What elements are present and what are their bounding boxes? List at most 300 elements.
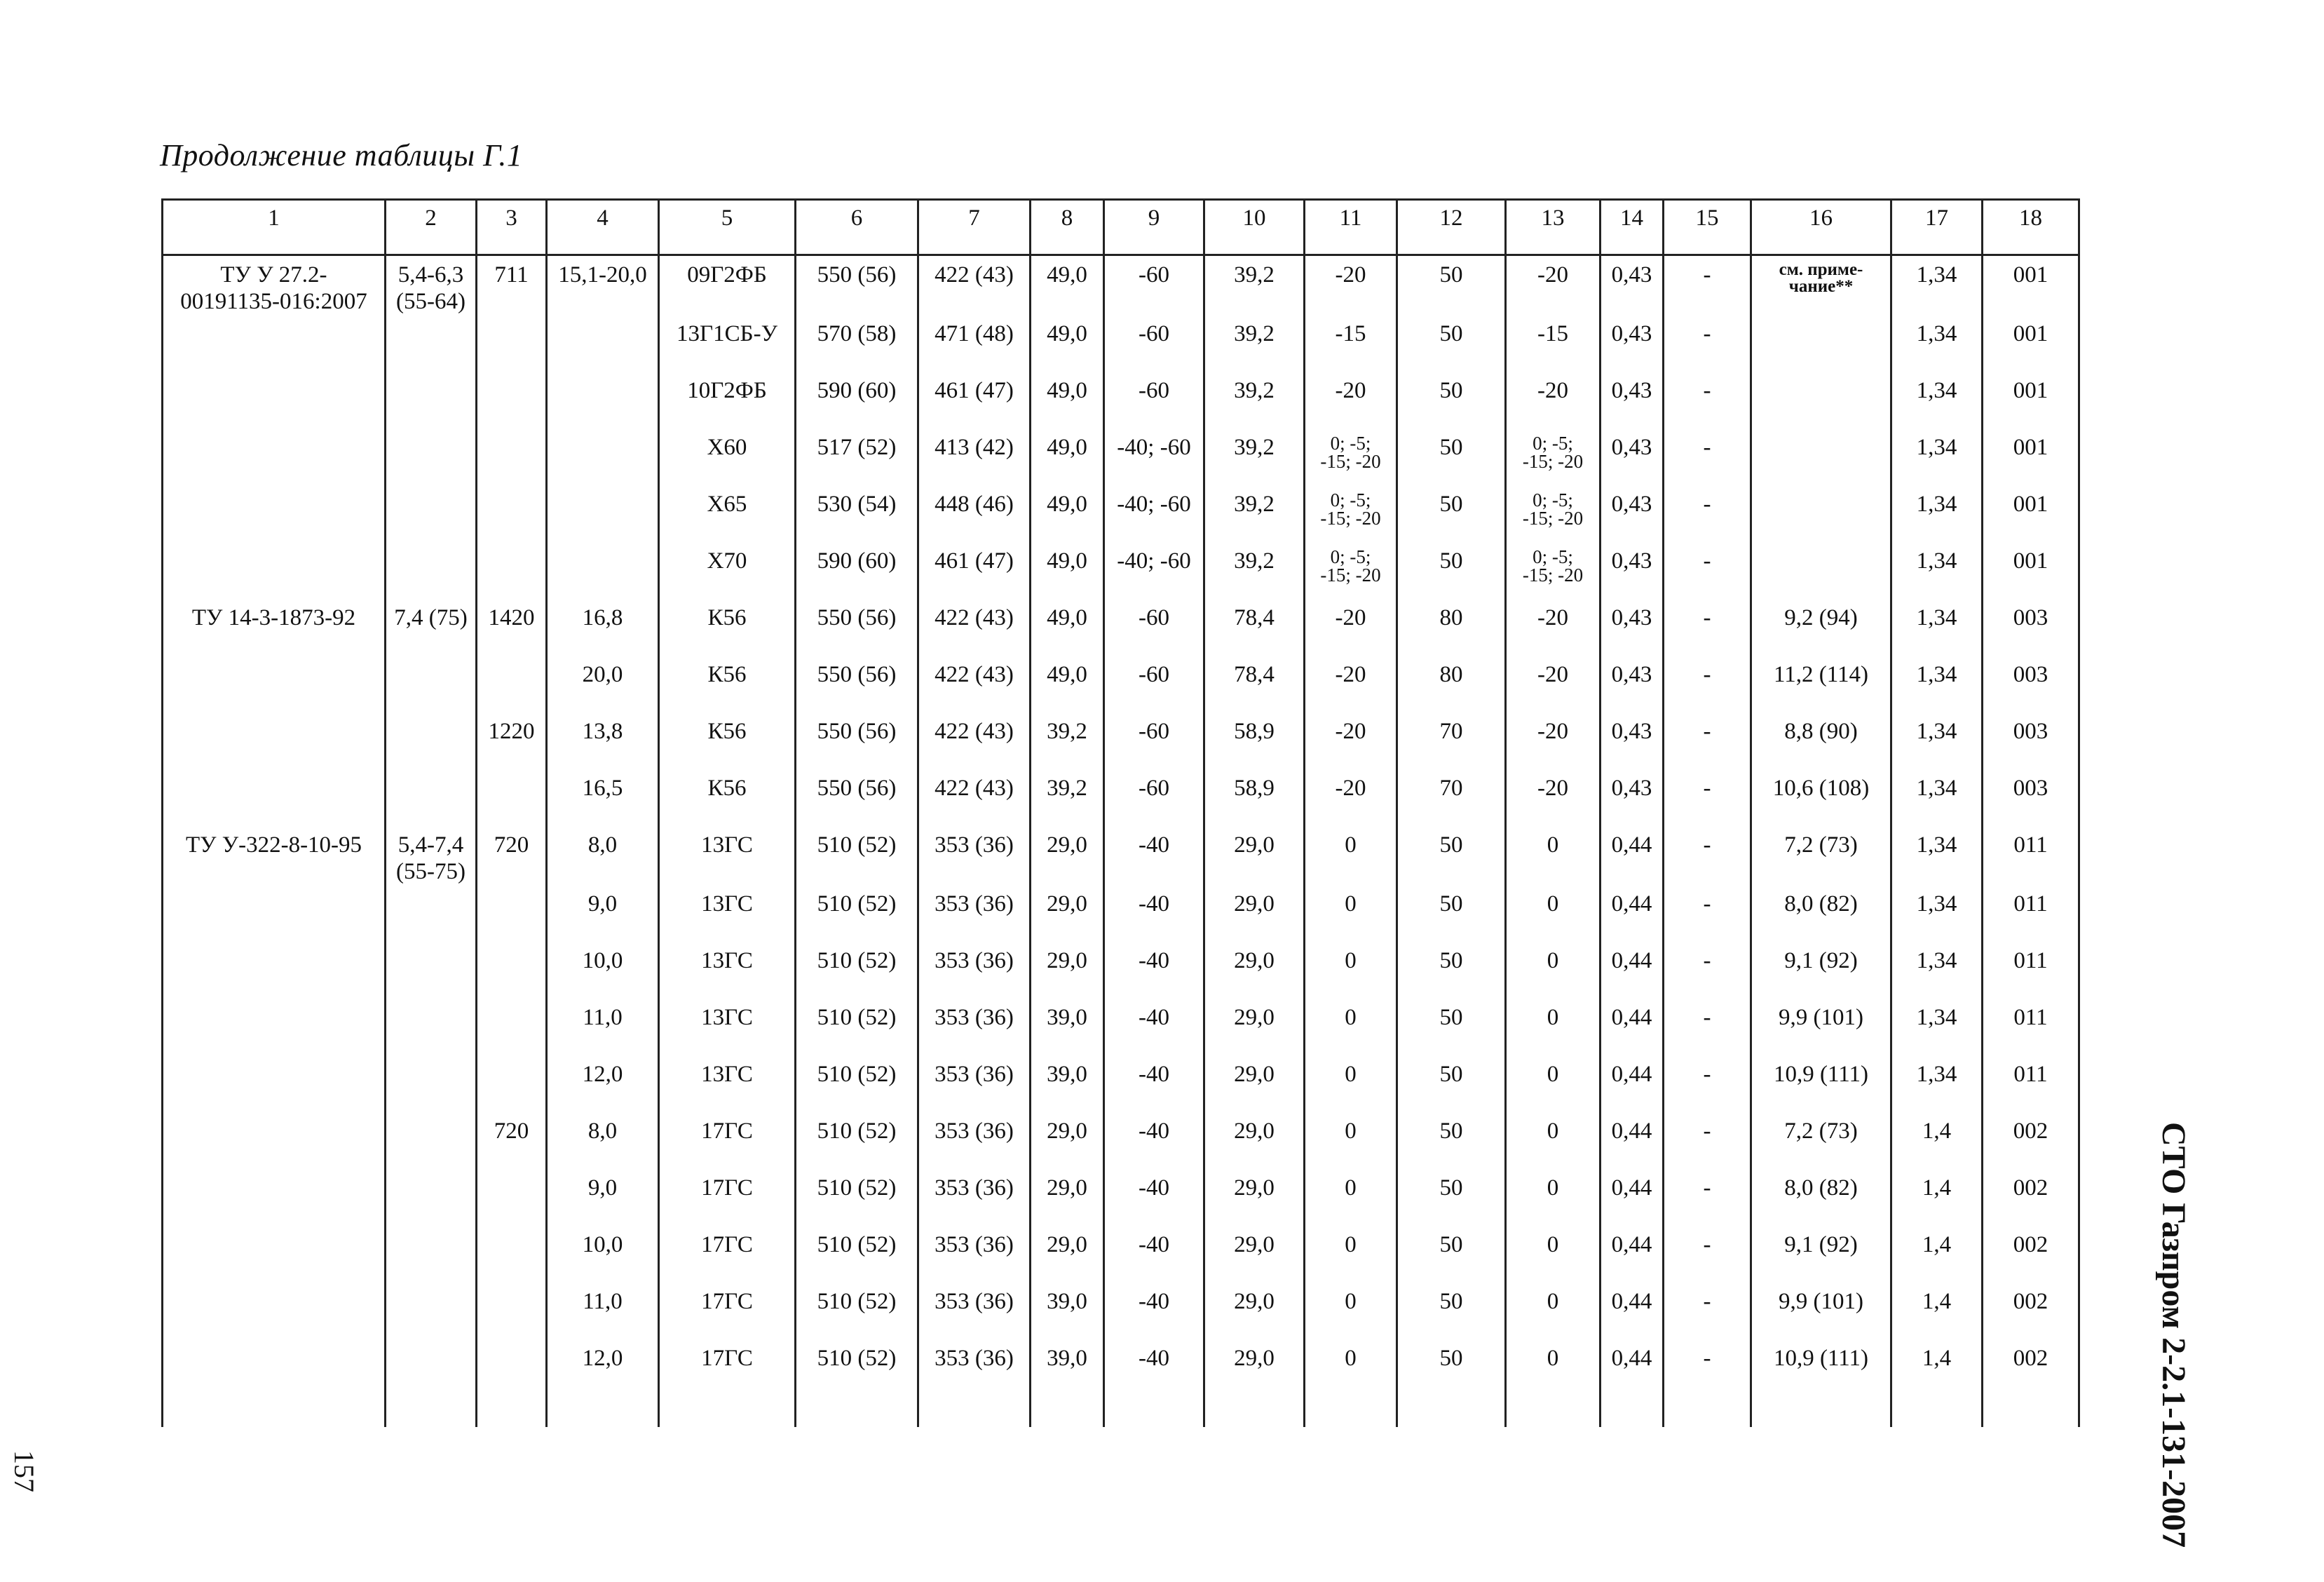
- table-cell: 011: [1983, 826, 2079, 885]
- table-cell: К56: [659, 769, 796, 826]
- table-cell: 353 (36): [918, 1339, 1031, 1427]
- table-cell: 1,34: [1891, 315, 1983, 372]
- table-cell: 50: [1397, 885, 1506, 942]
- table-cell: [477, 372, 547, 428]
- table-cell: [477, 1283, 547, 1339]
- table-cell: 0,43: [1601, 769, 1664, 826]
- table-cell: 002: [1983, 1226, 2079, 1283]
- table-cell: [163, 428, 386, 485]
- table-cell: 12,0: [547, 1055, 659, 1112]
- table-cell: 13ГС: [659, 1055, 796, 1112]
- table-cell: 09Г2ФБ: [659, 255, 796, 316]
- table-cell: -40; -60: [1104, 485, 1204, 542]
- table-cell: [477, 769, 547, 826]
- table-cell: 8,0 (82): [1751, 885, 1891, 942]
- table-cell: 12,0: [547, 1339, 659, 1427]
- table-cell: 002: [1983, 1339, 2079, 1427]
- table-cell: 0: [1305, 1055, 1397, 1112]
- table-cell: 570 (58): [796, 315, 918, 372]
- header-cell: 6: [796, 200, 918, 255]
- table-cell: 8,0: [547, 1112, 659, 1169]
- table-cell: -: [1664, 1112, 1751, 1169]
- table-cell: 0,43: [1601, 656, 1664, 712]
- table-cell: 29,0: [1031, 942, 1104, 999]
- table-cell: 0,44: [1601, 1226, 1664, 1283]
- table-cell: -20: [1305, 769, 1397, 826]
- table-cell: [163, 1169, 386, 1226]
- table-cell: -: [1664, 769, 1751, 826]
- table-cell: 39,2: [1204, 428, 1305, 485]
- table-cell: -15: [1506, 315, 1601, 372]
- table-cell: 0,44: [1601, 1339, 1664, 1427]
- table-cell: 1,34: [1891, 599, 1983, 656]
- table-cell: -20: [1506, 712, 1601, 769]
- table-cell: 0: [1506, 885, 1601, 942]
- table-cell: 002: [1983, 1112, 2079, 1169]
- table-cell: [477, 485, 547, 542]
- table-cell: 0: [1305, 826, 1397, 885]
- table-cell: -20: [1305, 599, 1397, 656]
- table-cell: 29,0: [1204, 999, 1305, 1055]
- table-cell: [477, 428, 547, 485]
- table-cell: 0,44: [1601, 999, 1664, 1055]
- table-cell: [386, 769, 477, 826]
- table-cell: 550 (56): [796, 656, 918, 712]
- table-cell: 510 (52): [796, 1226, 918, 1283]
- table-cell: -60: [1104, 315, 1204, 372]
- table-cell: 590 (60): [796, 372, 918, 428]
- table-cell: 0,43: [1601, 255, 1664, 316]
- table-cell: [386, 1339, 477, 1427]
- table-cell: 011: [1983, 942, 2079, 999]
- table-cell: -40: [1104, 1055, 1204, 1112]
- table-cell: 39,2: [1031, 712, 1104, 769]
- table-cell: 9,1 (92): [1751, 942, 1891, 999]
- table-cell: 1,34: [1891, 542, 1983, 599]
- table-cell: 29,0: [1204, 1283, 1305, 1339]
- header-cell: 15: [1664, 200, 1751, 255]
- table-cell: [477, 656, 547, 712]
- table-cell: 353 (36): [918, 1169, 1031, 1226]
- table-cell: [386, 885, 477, 942]
- table-cell: [547, 315, 659, 372]
- table-cell: 011: [1983, 885, 2079, 942]
- table-cell: 49,0: [1031, 599, 1104, 656]
- table-cell: -20: [1506, 255, 1601, 316]
- header-cell: 17: [1891, 200, 1983, 255]
- table-cell: Х65: [659, 485, 796, 542]
- header-cell: 10: [1204, 200, 1305, 255]
- table-cell: -: [1664, 485, 1751, 542]
- table-cell: 39,0: [1031, 1055, 1104, 1112]
- table-cell: 0: [1305, 1169, 1397, 1226]
- table-cell: 39,2: [1204, 485, 1305, 542]
- table-cell: 7,2 (73): [1751, 1112, 1891, 1169]
- table-row: [163, 485, 2079, 542]
- table-cell: 29,0: [1204, 1169, 1305, 1226]
- header-cell: 12: [1397, 200, 1506, 255]
- table-cell: [477, 942, 547, 999]
- table-cell: 550 (56): [796, 769, 918, 826]
- table-cell: [163, 1226, 386, 1283]
- table-cell: 29,0: [1204, 1055, 1305, 1112]
- table-cell: -20: [1506, 769, 1601, 826]
- header-cell: 18: [1983, 200, 2079, 255]
- table-cell: 9,9 (101): [1751, 1283, 1891, 1339]
- table-cell: 510 (52): [796, 1112, 918, 1169]
- table-cell: 20,0: [547, 656, 659, 712]
- table-cell: 1,4: [1891, 1226, 1983, 1283]
- table-cell: 0; -5; -15; -20: [1506, 485, 1601, 542]
- table-cell: [163, 885, 386, 942]
- table-cell: 1,4: [1891, 1283, 1983, 1339]
- table-cell: 510 (52): [796, 999, 918, 1055]
- table-cell: -40: [1104, 885, 1204, 942]
- table-cell: 550 (56): [796, 255, 918, 316]
- table-cell: 39,0: [1031, 999, 1104, 1055]
- table-cell: [163, 999, 386, 1055]
- table-cell: 50: [1397, 942, 1506, 999]
- table-row: [163, 1283, 2079, 1339]
- table-cell: 10,9 (111): [1751, 1339, 1891, 1427]
- table-cell: 50: [1397, 255, 1506, 316]
- table-cell: 0; -5; -15; -20: [1305, 428, 1397, 485]
- header-cell: 8: [1031, 200, 1104, 255]
- table-cell: 8,0 (82): [1751, 1169, 1891, 1226]
- table-cell: 353 (36): [918, 826, 1031, 885]
- header-cell: 11: [1305, 200, 1397, 255]
- table-cell: 720: [477, 826, 547, 885]
- table-cell: [163, 769, 386, 826]
- table-cell: 003: [1983, 769, 2079, 826]
- header-cell: 7: [918, 200, 1031, 255]
- table-cell: [386, 1055, 477, 1112]
- table-cell: 50: [1397, 485, 1506, 542]
- table-cell: -20: [1305, 712, 1397, 769]
- table-cell: 39,2: [1204, 255, 1305, 316]
- table-cell: 550 (56): [796, 712, 918, 769]
- table-cell: 7,4 (75): [386, 599, 477, 656]
- table-cell: 510 (52): [796, 1283, 918, 1339]
- table-cell: -40: [1104, 1226, 1204, 1283]
- table-cell: 1,34: [1891, 769, 1983, 826]
- table-cell: 001: [1983, 255, 2079, 316]
- table-cell: 0,43: [1601, 428, 1664, 485]
- table-cell: -60: [1104, 599, 1204, 656]
- table-cell: -: [1664, 428, 1751, 485]
- table-cell: -: [1664, 599, 1751, 656]
- table-cell: -: [1664, 372, 1751, 428]
- table-cell: 0,44: [1601, 1283, 1664, 1339]
- table-cell: -40: [1104, 1283, 1204, 1339]
- table-row: [163, 255, 2079, 316]
- table-container: [161, 198, 2080, 1427]
- table-cell: -: [1664, 1283, 1751, 1339]
- table-cell: 50: [1397, 1339, 1506, 1427]
- table-cell: 1,34: [1891, 942, 1983, 999]
- table-cell: 0; -5; -15; -20: [1305, 542, 1397, 599]
- table-cell: 29,0: [1204, 1226, 1305, 1283]
- table-cell: 13,8: [547, 712, 659, 769]
- table-cell: 1,34: [1891, 712, 1983, 769]
- table-cell: [386, 1112, 477, 1169]
- table-cell: 1,4: [1891, 1339, 1983, 1427]
- table-cell: 50: [1397, 999, 1506, 1055]
- table-cell: 0: [1506, 1226, 1601, 1283]
- table-cell: 001: [1983, 428, 2079, 485]
- table-cell: 13ГС: [659, 826, 796, 885]
- data-table: [161, 198, 2080, 1427]
- table-cell: см. приме- чание**: [1751, 255, 1891, 316]
- table-cell: 1,4: [1891, 1112, 1983, 1169]
- table-cell: 510 (52): [796, 885, 918, 942]
- table-cell: -60: [1104, 769, 1204, 826]
- table-cell: 422 (43): [918, 712, 1031, 769]
- table-cell: 29,0: [1204, 942, 1305, 999]
- table-cell: 0; -5; -15; -20: [1506, 428, 1601, 485]
- table-cell: 422 (43): [918, 656, 1031, 712]
- table-cell: -60: [1104, 656, 1204, 712]
- table-cell: 422 (43): [918, 769, 1031, 826]
- table-cell: 422 (43): [918, 255, 1031, 316]
- table-cell: 10Г2ФБ: [659, 372, 796, 428]
- table-cell: 1220: [477, 712, 547, 769]
- table-cell: 001: [1983, 542, 2079, 599]
- table-cell: 0,43: [1601, 485, 1664, 542]
- table-cell: 1,34: [1891, 885, 1983, 942]
- table-cell: 1,34: [1891, 1055, 1983, 1112]
- table-cell: -20: [1506, 599, 1601, 656]
- table-cell: 003: [1983, 599, 2079, 656]
- table-cell: 39,2: [1204, 315, 1305, 372]
- header-cell: 2: [386, 200, 477, 255]
- page-number: 157: [8, 1450, 40, 1492]
- table-cell: 10,0: [547, 942, 659, 999]
- table-cell: ТУ У-322-8-10-95: [163, 826, 386, 885]
- table-cell: 17ГС: [659, 1226, 796, 1283]
- table-cell: [477, 999, 547, 1055]
- table-cell: 530 (54): [796, 485, 918, 542]
- header-cell: 3: [477, 200, 547, 255]
- table-cell: -: [1664, 712, 1751, 769]
- table-cell: 0,43: [1601, 542, 1664, 599]
- table-cell: -40: [1104, 1339, 1204, 1427]
- table-cell: 353 (36): [918, 1055, 1031, 1112]
- table-cell: 50: [1397, 1169, 1506, 1226]
- table-cell: 510 (52): [796, 826, 918, 885]
- table-cell: 8,8 (90): [1751, 712, 1891, 769]
- table-cell: -: [1664, 885, 1751, 942]
- table-row: [163, 656, 2079, 712]
- table-cell: 29,0: [1204, 826, 1305, 885]
- table-cell: [547, 542, 659, 599]
- table-row: [163, 542, 2079, 599]
- table-cell: 422 (43): [918, 599, 1031, 656]
- table-cell: 0: [1506, 999, 1601, 1055]
- table-cell: ТУ 14-3-1873-92: [163, 599, 386, 656]
- table-cell: [1751, 372, 1891, 428]
- table-cell: 58,9: [1204, 712, 1305, 769]
- table-cell: 10,0: [547, 1226, 659, 1283]
- table-cell: [1751, 485, 1891, 542]
- table-cell: 9,1 (92): [1751, 1226, 1891, 1283]
- table-cell: -40; -60: [1104, 428, 1204, 485]
- header-row: [163, 200, 2079, 255]
- table-cell: 50: [1397, 1055, 1506, 1112]
- table-cell: 353 (36): [918, 1226, 1031, 1283]
- table-cell: -: [1664, 1339, 1751, 1427]
- table-cell: К56: [659, 599, 796, 656]
- table-cell: ТУ У 27.2- 00191135-016:2007: [163, 255, 386, 316]
- table-cell: 0,44: [1601, 1055, 1664, 1112]
- table-cell: 13Г1СБ-У: [659, 315, 796, 372]
- table-cell: [163, 712, 386, 769]
- table-cell: 0,44: [1601, 942, 1664, 999]
- table-cell: [163, 1283, 386, 1339]
- table-cell: [163, 372, 386, 428]
- table-cell: 70: [1397, 712, 1506, 769]
- header-cell: 5: [659, 200, 796, 255]
- table-cell: 1,34: [1891, 428, 1983, 485]
- table-cell: 510 (52): [796, 1169, 918, 1226]
- table-cell: [163, 542, 386, 599]
- table-cell: 0: [1506, 1169, 1601, 1226]
- table-row: [163, 1169, 2079, 1226]
- table-cell: 10,9 (111): [1751, 1055, 1891, 1112]
- table-cell: -: [1664, 1169, 1751, 1226]
- table-cell: 13ГС: [659, 999, 796, 1055]
- table-cell: [477, 1055, 547, 1112]
- table-cell: 8,0: [547, 826, 659, 885]
- table-cell: 29,0: [1031, 1112, 1104, 1169]
- table-cell: -60: [1104, 712, 1204, 769]
- table-cell: [163, 656, 386, 712]
- table-cell: 002: [1983, 1169, 2079, 1226]
- table-cell: [547, 372, 659, 428]
- table-cell: 70: [1397, 769, 1506, 826]
- table-cell: 80: [1397, 599, 1506, 656]
- table-cell: 49,0: [1031, 372, 1104, 428]
- table-row: [163, 372, 2079, 428]
- table-row: [163, 315, 2079, 372]
- table-body: [163, 255, 2079, 1428]
- table-cell: 711: [477, 255, 547, 316]
- table-cell: -40: [1104, 999, 1204, 1055]
- header-cell: 13: [1506, 200, 1601, 255]
- header-cell: 9: [1104, 200, 1204, 255]
- table-cell: Х60: [659, 428, 796, 485]
- table-cell: 9,0: [547, 1169, 659, 1226]
- table-cell: [386, 712, 477, 769]
- table-cell: 1,34: [1891, 999, 1983, 1055]
- table-cell: [547, 485, 659, 542]
- table-cell: 50: [1397, 315, 1506, 372]
- table-cell: 353 (36): [918, 885, 1031, 942]
- table-cell: 001: [1983, 485, 2079, 542]
- table-cell: [477, 542, 547, 599]
- table-cell: [386, 942, 477, 999]
- table-row: [163, 599, 2079, 656]
- table-cell: Х70: [659, 542, 796, 599]
- table-cell: [477, 1226, 547, 1283]
- table-cell: 011: [1983, 999, 2079, 1055]
- table-cell: [477, 315, 547, 372]
- table-row: [163, 712, 2079, 769]
- table-cell: 39,0: [1031, 1283, 1104, 1339]
- table-cell: 5,4-7,4 (55-75): [386, 826, 477, 885]
- table-cell: [386, 999, 477, 1055]
- table-cell: 002: [1983, 1283, 2079, 1339]
- table-cell: 16,8: [547, 599, 659, 656]
- table-cell: 720: [477, 1112, 547, 1169]
- table-cell: [547, 428, 659, 485]
- table-cell: -: [1664, 656, 1751, 712]
- table-cell: 413 (42): [918, 428, 1031, 485]
- table-cell: 58,9: [1204, 769, 1305, 826]
- table-cell: -40: [1104, 942, 1204, 999]
- table-cell: 510 (52): [796, 942, 918, 999]
- table-cell: 0: [1305, 885, 1397, 942]
- table-cell: 11,2 (114): [1751, 656, 1891, 712]
- table-cell: 1,34: [1891, 372, 1983, 428]
- table-cell: 471 (48): [918, 315, 1031, 372]
- table-cell: 0: [1305, 1339, 1397, 1427]
- table-cell: [386, 1283, 477, 1339]
- table-cell: 13ГС: [659, 942, 796, 999]
- table-cell: [1751, 428, 1891, 485]
- table-cell: 011: [1983, 1055, 2079, 1112]
- table-cell: -20: [1506, 372, 1601, 428]
- table-cell: 0: [1305, 1226, 1397, 1283]
- table-cell: 0: [1506, 1283, 1601, 1339]
- table-cell: К56: [659, 656, 796, 712]
- table-row: [163, 826, 2079, 885]
- table-cell: -40; -60: [1104, 542, 1204, 599]
- table-cell: -20: [1305, 656, 1397, 712]
- table-cell: 0,43: [1601, 599, 1664, 656]
- table-cell: 0,44: [1601, 1112, 1664, 1169]
- table-cell: -: [1664, 315, 1751, 372]
- table-cell: 49,0: [1031, 542, 1104, 599]
- table-cell: [477, 885, 547, 942]
- table-cell: 17ГС: [659, 1112, 796, 1169]
- table-cell: 353 (36): [918, 1112, 1031, 1169]
- table-cell: 448 (46): [918, 485, 1031, 542]
- table-cell: -40: [1104, 1112, 1204, 1169]
- table-cell: [386, 1169, 477, 1226]
- table-cell: 9,2 (94): [1751, 599, 1891, 656]
- table-row: [163, 428, 2079, 485]
- table-cell: 13ГС: [659, 885, 796, 942]
- table-cell: 9,0: [547, 885, 659, 942]
- table-cell: 003: [1983, 712, 2079, 769]
- table-row: [163, 942, 2079, 999]
- table-cell: 78,4: [1204, 656, 1305, 712]
- table-cell: 29,0: [1204, 1339, 1305, 1427]
- table-cell: 0: [1305, 1283, 1397, 1339]
- table-row: [163, 1112, 2079, 1169]
- table-cell: [163, 1055, 386, 1112]
- table-cell: 29,0: [1204, 1112, 1305, 1169]
- table-cell: 0: [1305, 999, 1397, 1055]
- table-cell: 1420: [477, 599, 547, 656]
- table-cell: 5,4-6,3 (55-64): [386, 255, 477, 316]
- table-cell: 353 (36): [918, 999, 1031, 1055]
- table-cell: [163, 485, 386, 542]
- table-cell: 80: [1397, 656, 1506, 712]
- table-cell: [386, 1226, 477, 1283]
- table-cell: 1,34: [1891, 485, 1983, 542]
